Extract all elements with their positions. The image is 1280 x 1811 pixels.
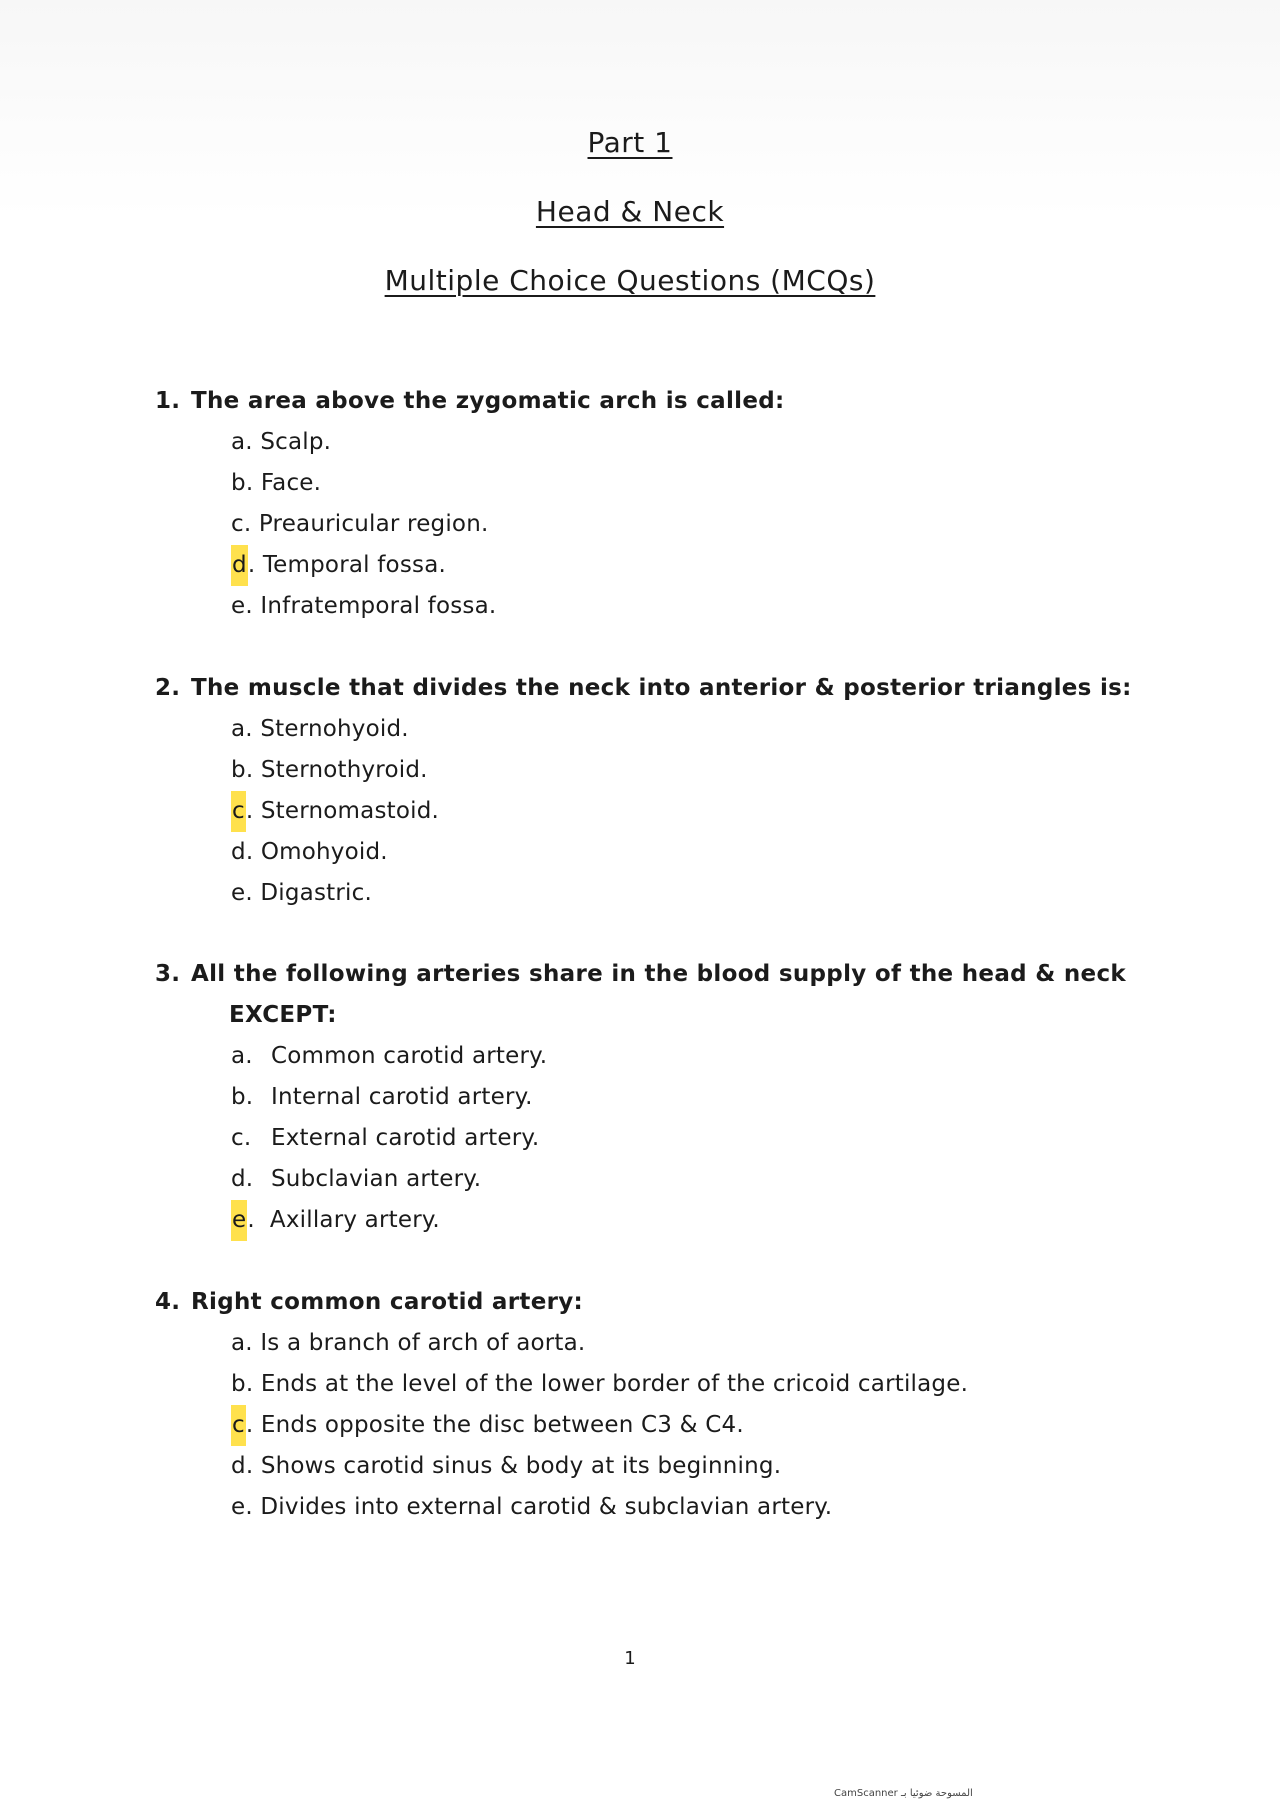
option-e <box>231 1487 1155 1528</box>
option-letter: c <box>231 511 244 537</box>
option-letter: a. <box>231 1043 253 1069</box>
option-letter: c. <box>231 1125 252 1151</box>
option-text: . Infratemporal fossa. <box>245 593 497 619</box>
option-letter: b <box>231 757 246 783</box>
option-e <box>231 1200 1155 1241</box>
option-b <box>231 1077 1155 1118</box>
option-text: . Ends opposite the disc between C3 & C4. <box>245 1412 744 1438</box>
question-stem <box>155 668 1155 709</box>
option-letter: e <box>231 593 246 619</box>
option-c <box>231 791 1155 832</box>
option-text: . Sternothyroid. <box>245 757 428 783</box>
question-stem <box>155 1282 1155 1323</box>
option-list <box>155 1036 1155 1241</box>
subtitle: Multiple Choice Questions (MCQs) <box>384 264 876 297</box>
highlighted-answer-letter: c <box>231 1405 246 1446</box>
option-d <box>231 832 1155 873</box>
option-letter: a <box>231 429 246 455</box>
question-number: 1. <box>155 388 181 414</box>
option-text: . Scalp. <box>245 429 332 455</box>
option-a <box>231 422 1155 463</box>
option-b <box>231 463 1155 504</box>
option-text: . Temporal fossa. <box>247 552 446 578</box>
question-1 <box>155 381 1155 627</box>
option-letter: a <box>231 716 246 742</box>
option-text: . Axillary artery. <box>247 1207 440 1233</box>
option-e <box>231 873 1155 914</box>
option-a <box>231 1323 1155 1364</box>
option-a <box>231 1036 1155 1077</box>
option-text: Subclavian artery. <box>271 1166 482 1192</box>
highlighted-answer-letter: c <box>231 791 246 832</box>
option-text: . Sternomastoid. <box>245 798 440 824</box>
option-b <box>231 1364 1155 1405</box>
question-text: The muscle that divides the neck into anterior & posterior triangles is: <box>191 675 1132 701</box>
question-4 <box>155 1282 1155 1528</box>
option-text: . Is a branch of arch of aorta. <box>245 1330 586 1356</box>
option-letter: b. <box>231 1084 254 1110</box>
option-text: . Shows carotid sinus & body at its beginning. <box>245 1453 782 1479</box>
option-b <box>231 750 1155 791</box>
option-letter: d <box>231 1453 246 1479</box>
option-list <box>155 1323 1155 1528</box>
part-title: Part 1 <box>587 126 673 159</box>
option-text: . Omohyoid. <box>245 839 388 865</box>
option-letter: d <box>231 839 246 865</box>
option-d <box>231 1446 1155 1487</box>
option-list <box>155 709 1155 914</box>
question-stem <box>155 381 1155 422</box>
highlighted-answer-letter: e <box>231 1200 247 1241</box>
option-c <box>231 1118 1155 1159</box>
option-text: . Divides into external carotid & subclavian artery. <box>245 1494 833 1520</box>
option-text: External carotid artery. <box>271 1125 540 1151</box>
question-3 <box>155 954 1155 1241</box>
page-number: 1 <box>624 1648 636 1669</box>
question-text: Right common carotid artery: <box>191 1289 584 1315</box>
question-text: All the following arteries share in the blood supply of the head & neck <box>191 961 1126 987</box>
option-letter: b <box>231 1371 246 1397</box>
question-text-continued: EXCEPT: <box>229 1002 337 1028</box>
question-2 <box>155 668 1155 914</box>
option-d <box>231 545 1155 586</box>
section-title: Head & Neck <box>535 195 725 228</box>
option-letter: e <box>231 880 246 906</box>
option-text: Common carotid artery. <box>271 1043 548 1069</box>
option-text: . Digastric. <box>245 880 372 906</box>
option-c <box>231 1405 1155 1446</box>
question-number: 4. <box>155 1289 181 1315</box>
option-letter: a <box>231 1330 246 1356</box>
question-number: 2. <box>155 675 181 701</box>
option-text: . Face. <box>245 470 322 496</box>
option-letter: b <box>231 470 246 496</box>
option-e <box>231 586 1155 627</box>
question-stem <box>155 954 1155 1036</box>
scanner-watermark: CamScanner المسوحة ضوئيا بـ <box>834 1788 973 1799</box>
question-number: 3. <box>155 961 181 987</box>
option-text: . Ends at the level of the lower border of the cricoid cartilage. <box>245 1371 969 1397</box>
option-c <box>231 504 1155 545</box>
option-text: . Sternohyoid. <box>245 716 409 742</box>
option-letter: e <box>231 1494 246 1520</box>
option-text: Internal carotid artery. <box>271 1084 533 1110</box>
option-a <box>231 709 1155 750</box>
highlighted-answer-letter: d <box>231 545 248 586</box>
option-list <box>155 422 1155 627</box>
option-text: . Preauricular region. <box>243 511 489 537</box>
question-text: The area above the zygomatic arch is called: <box>191 388 785 414</box>
option-letter: d. <box>231 1166 254 1192</box>
option-d <box>231 1159 1155 1200</box>
